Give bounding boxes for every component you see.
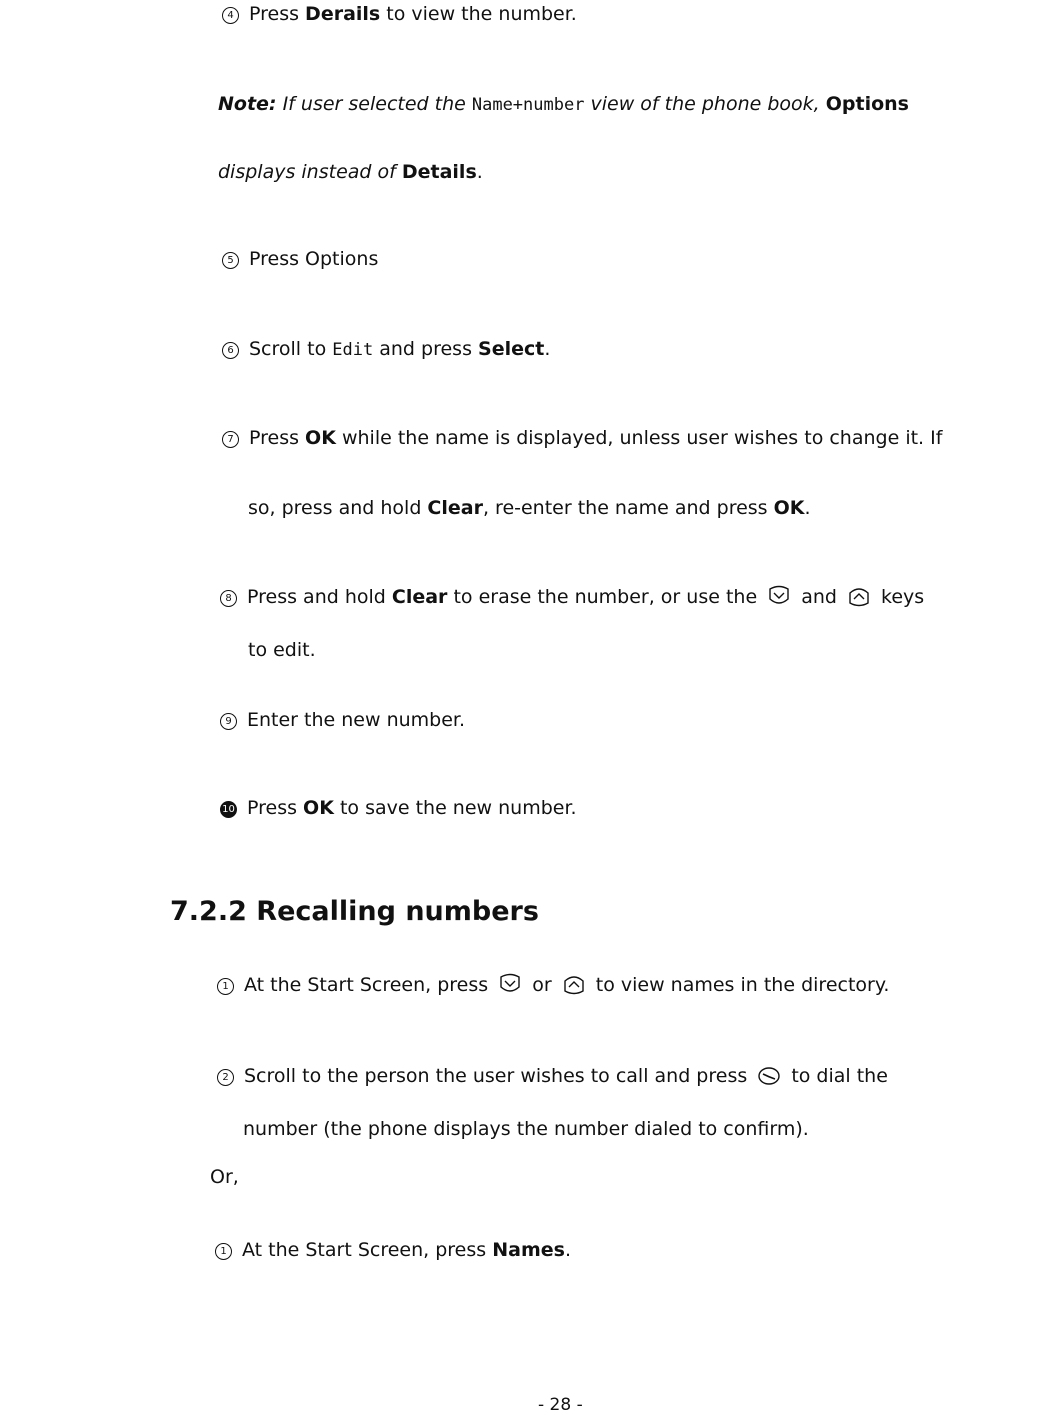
note-label: Note:	[218, 93, 277, 115]
step-8-line-1: 8 Press and hold Clear to erase the number, or use the and keys	[220, 585, 924, 609]
step-5: 5 Press Options	[222, 247, 378, 271]
recall-alt-step-1: 1 At the Start Screen, press Names.	[215, 1238, 571, 1262]
section-heading: 7.2.2 Recalling numbers	[170, 896, 539, 927]
step-9: 9 Enter the new number.	[220, 708, 465, 732]
step-number-badge: 10	[220, 801, 237, 818]
step-8-line-2: to edit.	[248, 639, 316, 661]
scroll-down-key-icon	[767, 585, 791, 607]
step-number-badge: 6	[222, 342, 239, 359]
recall-step-2-line-2: number (the phone displays the number dialed to confirm).	[243, 1118, 809, 1140]
step-7-line-2: so, press and hold Clear, re-enter the name and press OK.	[248, 497, 811, 519]
step-6: 6 Scroll to Edit and press Select.	[222, 337, 550, 362]
step-7-line-1: 7 Press OK while the name is displayed, unless user wishes to change it. If	[222, 426, 942, 450]
step-10: 10 Press OK to save the new number.	[220, 796, 577, 820]
page-number: - 28 -	[538, 1395, 583, 1415]
or-text: Or,	[210, 1166, 239, 1188]
step-number-badge: 2	[217, 1069, 234, 1086]
step-number-badge: 7	[222, 431, 239, 448]
step-number-badge: 4	[222, 7, 239, 24]
step-number-badge: 1	[217, 978, 234, 995]
note-line-1: Note: If user selected the Name+number view of the phone book, Options	[218, 93, 909, 115]
scroll-up-key-icon	[562, 973, 586, 995]
send-key-icon	[757, 1066, 781, 1086]
step-4: 4 Press Derails to view the number.	[222, 2, 577, 26]
step-number-badge: 9	[220, 713, 237, 730]
scroll-down-key-icon	[498, 973, 522, 995]
step-number-badge: 8	[220, 590, 237, 607]
scroll-up-key-icon	[847, 585, 871, 607]
recall-step-2-line-1: 2 Scroll to the person the user wishes to call and press to dial the	[217, 1064, 888, 1088]
step-number-badge: 5	[222, 252, 239, 269]
note-line-2: displays instead of Details.	[218, 161, 483, 183]
step-number-badge: 1	[215, 1243, 232, 1260]
recall-step-1: 1 At the Start Screen, press or to view names in the directory.	[217, 973, 889, 997]
